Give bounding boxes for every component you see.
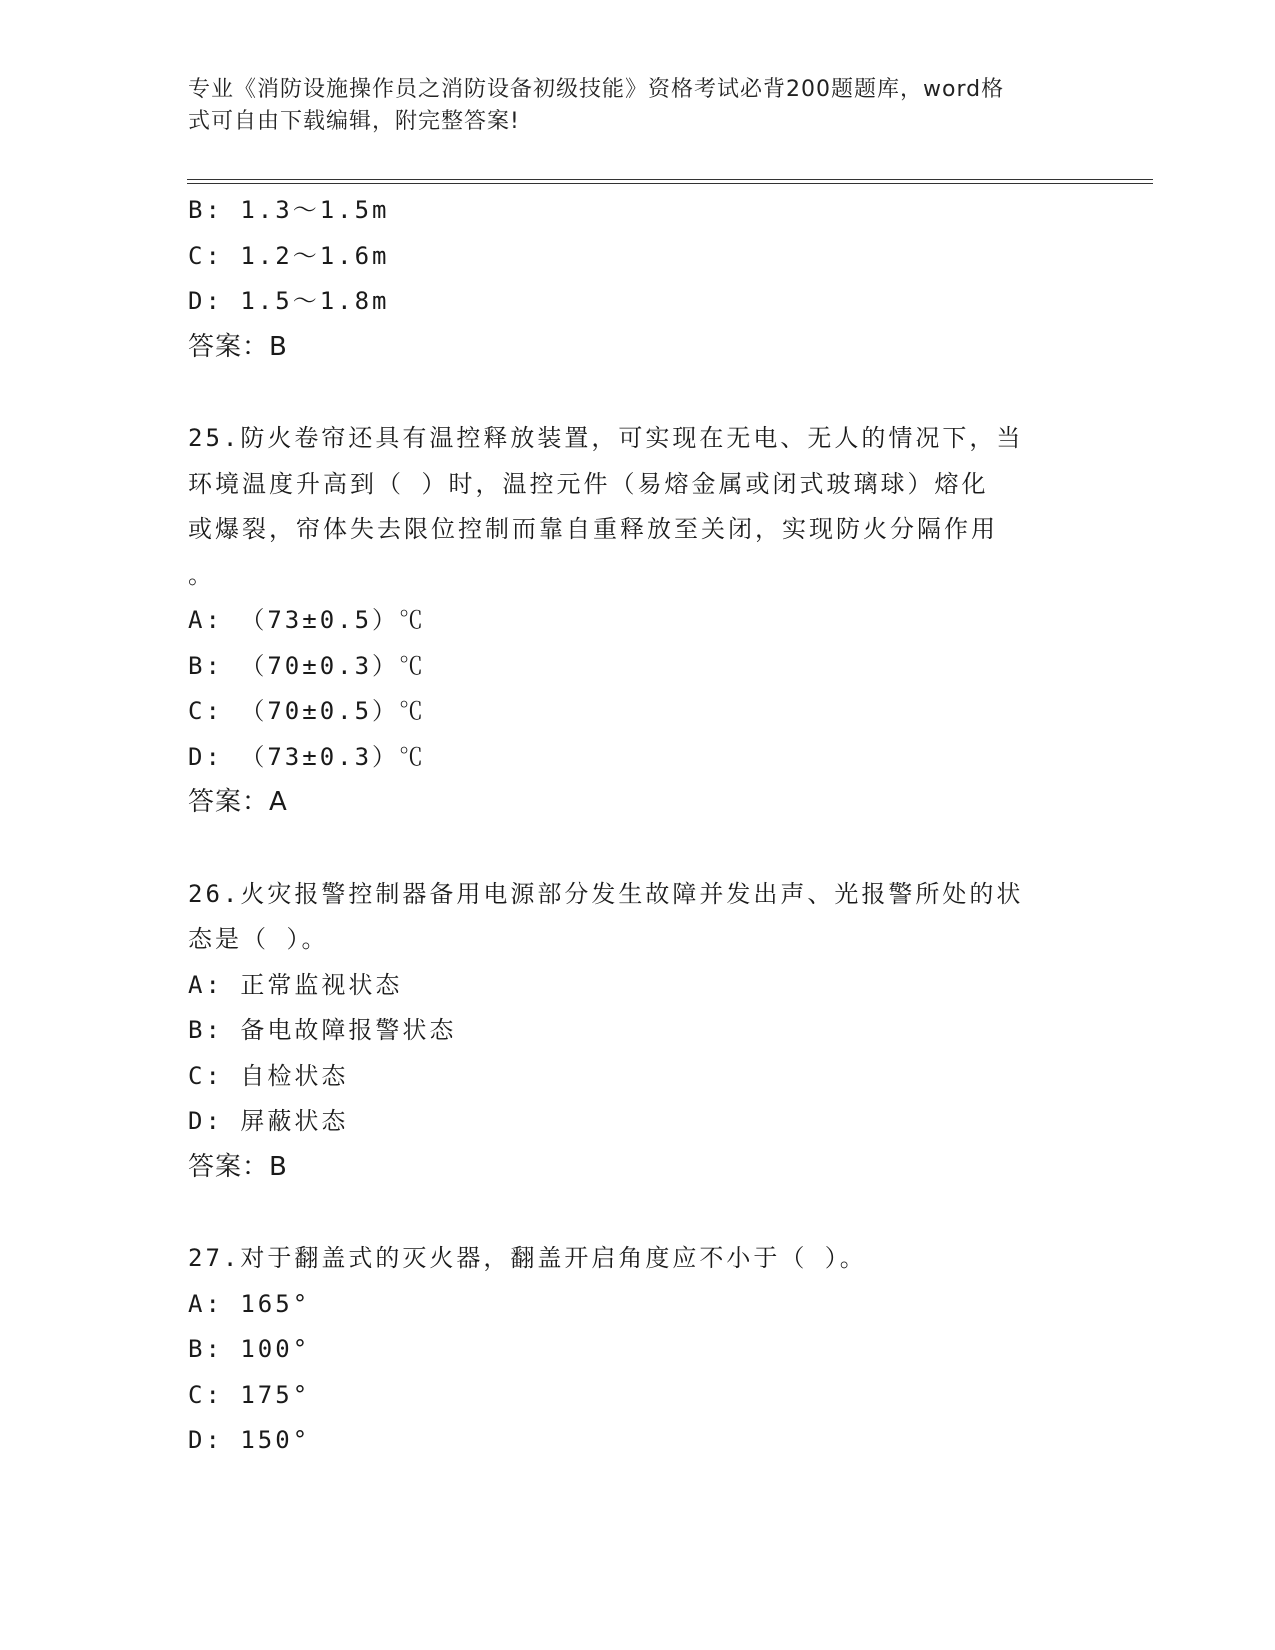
question-list: [188, 188, 1088, 1464]
header-title-line-1: 专业《消防设施操作员之消防设备初级技能》资格考试必背200题题库，word格: [188, 77, 1005, 102]
question-stem-line: 25.防火卷帘还具有温控释放装置，可实现在无电、无人的情况下，当: [188, 424, 1024, 452]
question-stem-line: 。: [188, 560, 215, 589]
question-block-26: [188, 872, 1088, 1191]
option-d: D: （73±0.3）℃: [188, 742, 427, 771]
option-d: D: 屏蔽状态: [188, 1107, 349, 1135]
option-d: D: 150°: [188, 1426, 311, 1454]
option-c: C: 175°: [188, 1380, 311, 1409]
option-b: B: 备电故障报警状态: [188, 1016, 457, 1044]
spacer: [188, 370, 1088, 416]
spacer: [188, 826, 1088, 872]
header-title-line-2: 式可自由下载编辑，附完整答案!: [188, 109, 520, 134]
option-c: C: （70±0.5）℃: [188, 697, 427, 725]
option-a: A: （73±0.5）℃: [188, 606, 427, 634]
option-c: C: 1.2～1.6m: [188, 241, 390, 270]
answer-line: 答案：B: [188, 331, 288, 362]
option-d: D: 1.5～1.8m: [188, 287, 390, 315]
question-stem-line: 环境温度升高到（ ）时，温控元件（易熔金属或闭式玻璃球）熔化: [188, 469, 989, 498]
question-stem-line: 态是（ ）。: [188, 925, 329, 953]
header-divider: [187, 179, 1153, 184]
answer-line: 答案：A: [188, 787, 288, 817]
spacer: [188, 1190, 1088, 1236]
option-b: B: 100°: [188, 1335, 311, 1363]
question-stem-line: 27.对于翻盖式的灭火器，翻盖开启角度应不小于（ ）。: [188, 1244, 867, 1272]
question-stem-line: 26.火灾报警控制器备用电源部分发生故障并发出声、光报警所处的状: [188, 879, 1024, 908]
question-block-25: [188, 416, 1088, 826]
answer-line: 答案：B: [188, 1151, 288, 1182]
question-block-24: [188, 188, 1088, 370]
question-stem-line: 或爆裂，帘体失去限位控制而靠自重释放至关闭，实现防火分隔作用: [188, 515, 998, 543]
option-b: B: 1.3～1.5m: [188, 196, 390, 224]
option-b: B: （70±0.3）℃: [188, 651, 427, 680]
option-a: A: 正常监视状态: [188, 970, 403, 999]
question-block-27: [188, 1236, 1088, 1464]
option-a: A: 165°: [188, 1289, 311, 1318]
option-c: C: 自检状态: [188, 1061, 349, 1090]
document-header: [188, 74, 1068, 138]
